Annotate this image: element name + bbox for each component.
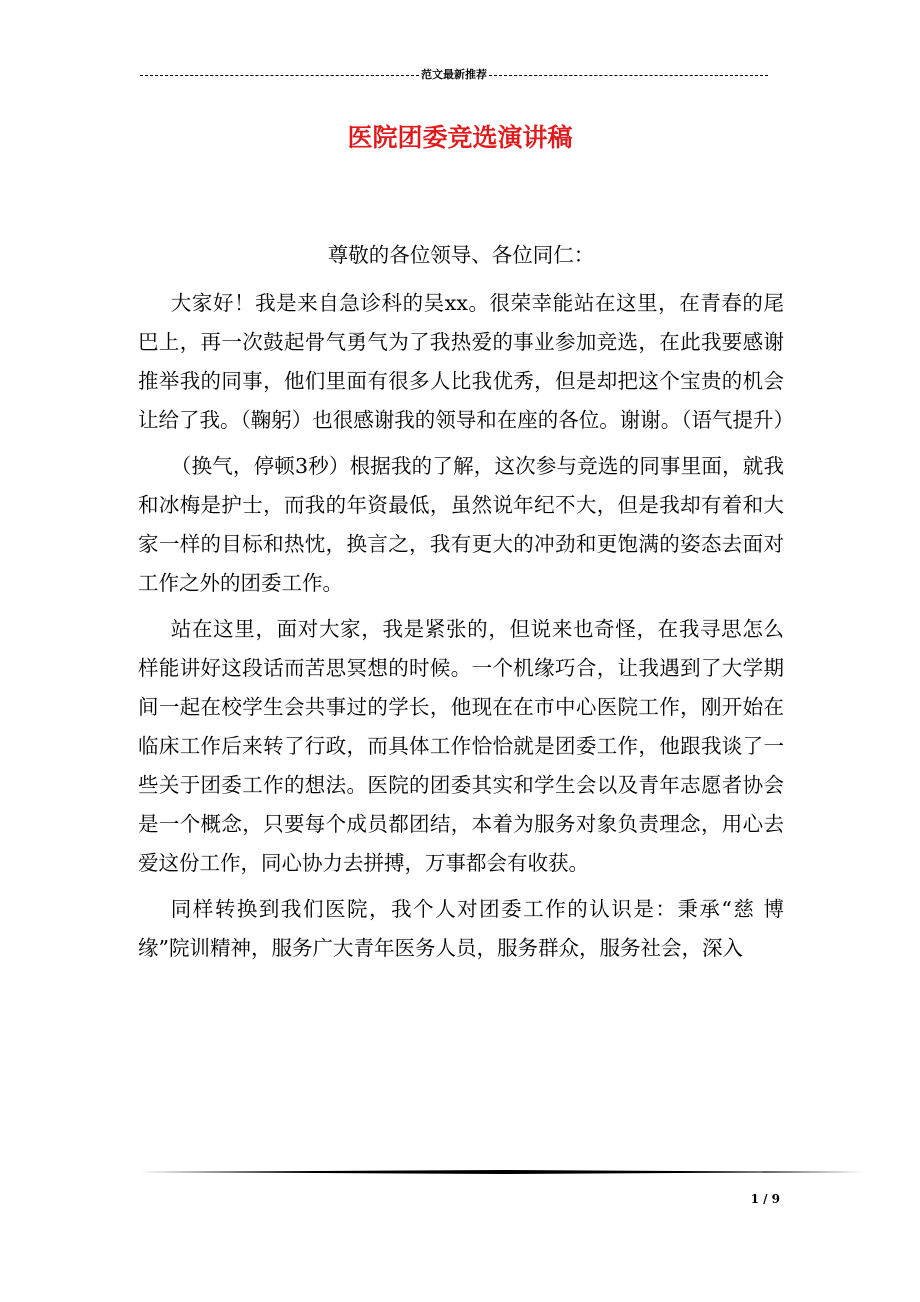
paragraph-3: 站在这里，面对大家，我是紧张的，但说来也奇怪，在我寻思怎么样能讲好这段话而苦思冥想的时候。一个机缘巧合，让我遇到了大学期间一起在校学生会共事过的学长，他现在在市中心医院工作，刚开始在临床工作后来转了行政，而具体工作恰恰就是团委工作，他跟我谈了一些关于团委工作的想法。医院的团委其实和学生会以及青年志愿者协会是一个概念，只要每个成员都团结，本着为服务对象负责理念，用心去爱这份工作，同心协力去拼搏，万事都会有收获。	[138, 617, 784, 875]
document-title: 医院团委竞选演讲稿	[347, 123, 573, 152]
paragraph-4: 同样转换到我们医院，我个人对团委工作的认识是：秉承“慈 博缘”院训精神，服务广大青年医务人员，服务群众，服务社会，深入	[138, 897, 784, 960]
paragraph-2: （换气，停顿3秒）根据我的了解，这次参与竞选的同事里面，就我和冰梅是护士，而我的年资最低，虽然说年纪不大，但是我却有着和大家一样的目标和热忱，换言之，我有更大的冲劲和更饱满的姿态去面对工作之外的团委工作。	[138, 454, 784, 595]
header-dash-right	[489, 75, 768, 76]
paragraph-1: 大家好！我是来自急诊科的吴xx。很荣幸能站在这里，在青春的尾巴上，再一次鼓起骨气勇气为了我热爱的事业参加竞选，在此我要感谢推举我的同事，他们里面有很多人比我优秀，但是却把这个宝贵的机会让给了我。（鞠躬）也很感谢我的领导和在座的各位。谢谢。（语气提升）	[138, 291, 794, 432]
footer-divider	[140, 1170, 864, 1174]
document-body	[138, 236, 794, 975]
salutation: 尊敬的各位领导、各位同仁：	[327, 243, 595, 267]
header-dash-left	[140, 75, 419, 76]
header-label: 范文最新推荐	[421, 68, 487, 81]
page-header	[140, 68, 768, 82]
page-indicator: 1 / 9	[750, 1192, 780, 1206]
